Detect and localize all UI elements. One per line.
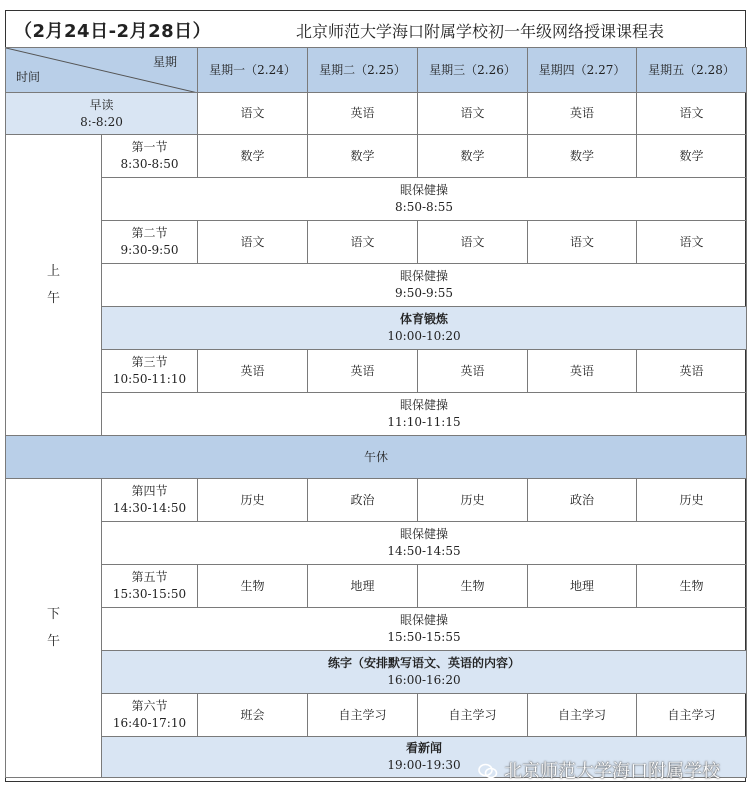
pe-row <box>102 307 747 350</box>
subject-cell: 数学 <box>528 135 637 178</box>
break-row <box>102 178 747 221</box>
period-label <box>102 221 198 264</box>
period-name: 第五节 <box>131 570 168 584</box>
period-label <box>102 350 198 393</box>
break-name: 看新闻 <box>405 741 442 755</box>
subject-cell: 英语 <box>198 350 308 393</box>
break-name: 眼保健操 <box>399 269 448 283</box>
date-range: （2月24日-2月28日） <box>14 21 212 42</box>
subject-cell: 自主学习 <box>528 694 637 737</box>
afternoon-half-label <box>6 479 102 778</box>
lunch-row: 午休 <box>6 436 747 479</box>
subject-cell: 语文 <box>418 221 528 264</box>
period-label <box>102 694 198 737</box>
subject-cell: 生物 <box>418 565 528 608</box>
period-label <box>102 135 198 178</box>
watermark-text: 北京师范大学海口附属学校 <box>504 761 720 782</box>
subject-cell: 语文 <box>198 93 308 135</box>
morning-reading-label <box>6 93 198 135</box>
break-name: 眼保健操 <box>399 613 448 627</box>
period-time: 15:30-15:50 <box>112 587 187 601</box>
break-row <box>102 264 747 307</box>
corner-header-cell <box>6 48 198 93</box>
subject-cell: 英语 <box>637 350 747 393</box>
subject-cell: 自主学习 <box>637 694 747 737</box>
subject-cell: 数学 <box>418 135 528 178</box>
period-label <box>102 565 198 608</box>
period-time: 8:30-8:50 <box>120 157 179 171</box>
break-name: 眼保健操 <box>399 527 448 541</box>
break-name: 眼保健操 <box>399 183 448 197</box>
break-time: 10:00-10:20 <box>387 329 461 343</box>
period-time: 9:30-9:50 <box>120 243 179 257</box>
schedule-title: 北京师范大学海口附属学校初一年级网络授课课程表 <box>296 22 665 41</box>
day-header-fri: 星期五（2.28） <box>637 48 747 93</box>
morning-half-label <box>6 135 102 436</box>
subject-cell: 语文 <box>198 221 308 264</box>
period-name: 第一节 <box>131 140 168 154</box>
subject-cell: 语文 <box>637 93 747 135</box>
subject-cell: 语文 <box>637 221 747 264</box>
corner-week-label: 星期 <box>152 55 177 69</box>
subject-cell: 政治 <box>528 479 637 522</box>
subject-cell: 自主学习 <box>308 694 418 737</box>
morning-reading-time: 8:-8:20 <box>80 114 123 129</box>
subject-cell: 地理 <box>528 565 637 608</box>
break-name: 眼保健操 <box>399 398 448 412</box>
subject-cell: 数学 <box>637 135 747 178</box>
subject-cell: 生物 <box>198 565 308 608</box>
subject-cell: 政治 <box>308 479 418 522</box>
subject-cell: 数学 <box>198 135 308 178</box>
period-time: 16:40-17:10 <box>112 716 187 730</box>
break-row <box>102 522 747 565</box>
break-time: 9:50-9:55 <box>395 286 453 300</box>
break-row <box>102 393 747 436</box>
period-name: 第六节 <box>131 699 168 713</box>
afternoon-half-char-2: 午 <box>46 634 60 649</box>
subject-cell: 数学 <box>308 135 418 178</box>
subject-cell: 语文 <box>528 221 637 264</box>
period-name: 第三节 <box>131 355 168 369</box>
period-time: 10:50-11:10 <box>112 372 187 386</box>
subject-cell: 英语 <box>528 350 637 393</box>
subject-cell: 英语 <box>528 93 637 135</box>
period-label <box>102 479 198 522</box>
subject-cell: 语文 <box>418 93 528 135</box>
break-row <box>102 608 747 651</box>
subject-cell: 地理 <box>308 565 418 608</box>
period-name: 第二节 <box>131 226 168 240</box>
period-time: 14:30-14:50 <box>112 501 187 515</box>
break-time: 11:10-11:15 <box>387 415 461 429</box>
break-time: 8:50-8:55 <box>395 200 453 214</box>
subject-cell: 历史 <box>637 479 747 522</box>
subject-cell: 英语 <box>308 350 418 393</box>
subject-cell: 生物 <box>637 565 747 608</box>
subject-cell: 班会 <box>198 694 308 737</box>
day-header-mon: 星期一（2.24） <box>198 48 308 93</box>
period-name: 第四节 <box>131 484 168 498</box>
subject-cell: 语文 <box>308 221 418 264</box>
subject-cell: 历史 <box>198 479 308 522</box>
day-header-thu: 星期四（2.27） <box>528 48 637 93</box>
afternoon-half-char-1: 下 <box>46 607 60 622</box>
morning-half-char-1: 上 <box>46 264 60 279</box>
calligraphy-row <box>102 651 747 694</box>
break-time: 16:00-16:20 <box>387 673 461 687</box>
morning-half-char-2: 午 <box>46 291 60 306</box>
schedule-header <box>6 11 745 47</box>
day-header-tue: 星期二（2.25） <box>308 48 418 93</box>
subject-cell: 英语 <box>308 93 418 135</box>
schedule-table <box>5 47 747 778</box>
subject-cell: 自主学习 <box>418 694 528 737</box>
corner-time-label: 时间 <box>16 70 41 84</box>
break-time: 19:00-19:30 <box>387 758 461 772</box>
subject-cell: 英语 <box>418 350 528 393</box>
break-time: 15:50-15:55 <box>387 630 461 644</box>
break-name: 练字（安排默写语文、英语的内容） <box>327 656 520 670</box>
break-time: 14:50-14:55 <box>387 544 461 558</box>
break-name: 体育锻炼 <box>399 312 448 326</box>
subject-cell: 历史 <box>418 479 528 522</box>
morning-reading-name: 早读 <box>89 97 114 112</box>
wechat-icon <box>478 763 498 779</box>
watermark <box>478 757 720 783</box>
day-header-wed: 星期三（2.26） <box>418 48 528 93</box>
